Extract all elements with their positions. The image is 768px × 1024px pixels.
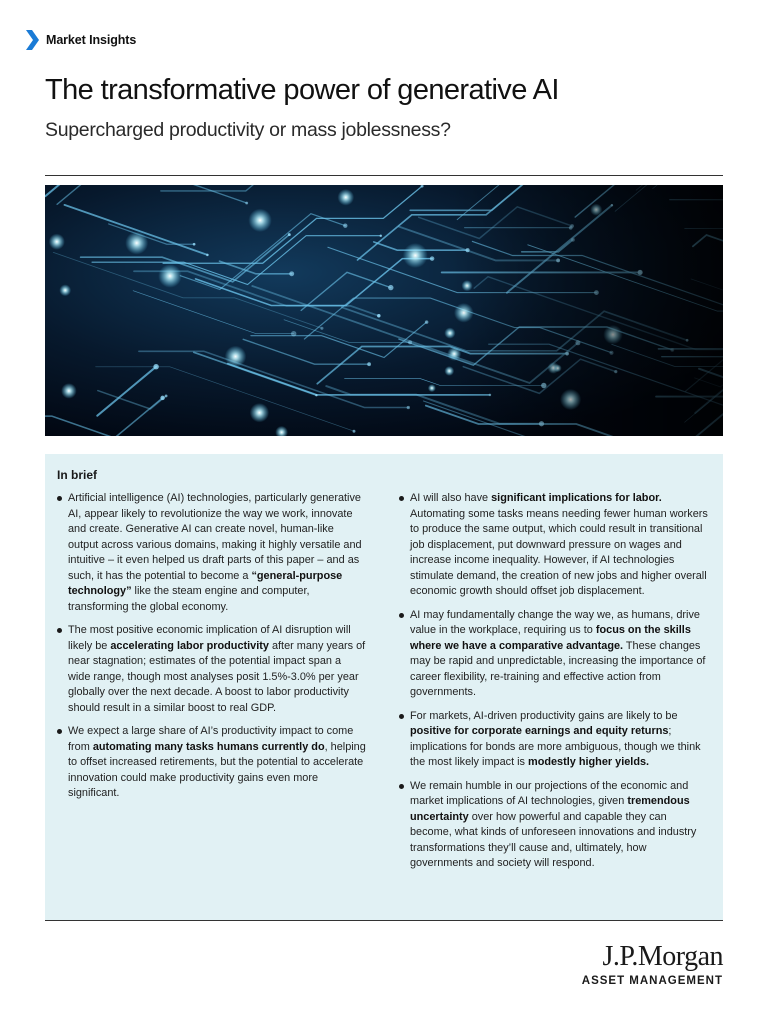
bottom-divider (45, 920, 723, 921)
in-brief-left-column (56, 491, 366, 810)
bullet-emphasis: significant implications for labor. (491, 492, 662, 504)
bullet-dot-icon (57, 729, 62, 734)
bullet-text: Artificial intelligence (AI) technologies, particularly generative AI, appear likely to revolutionize the way we work, innovate and create. Generative AI can create novel, human-like output across various domains, making it highly versatile and intuitive – it even helped us draft parts of this paper – and as such, it has the potential to become a (68, 492, 362, 582)
bullet-dot-icon (57, 496, 62, 501)
bullet-emphasis: “general-purpose technology” (68, 569, 343, 597)
bullet-text: For markets, AI-driven productivity gains are likely to be (410, 709, 678, 722)
bullet-text: over how powerful and capable they can become, what kinds of unforeseen innovations and industry transformations they’ll cause and, ultimately, how governments and society will respond. (410, 810, 697, 869)
top-divider (45, 175, 723, 176)
bullet-emphasis: modestly higher yields. (528, 756, 650, 768)
brief-bullet (398, 608, 708, 701)
bullet-dot-icon (399, 714, 404, 719)
in-brief-panel (45, 454, 723, 920)
in-brief-right-column (398, 491, 708, 880)
bullet-dot-icon (399, 496, 404, 501)
bullet-text: AI will also have (410, 492, 492, 504)
bullet-emphasis: focus on the skills where we have a comparative advantage. (410, 624, 691, 652)
bullet-text: AI may fundamentally change the way we, as humans, drive value in the workplace, requiring us to (410, 608, 700, 636)
bullet-emphasis: positive for corporate earnings and equity returns (410, 725, 669, 737)
bullet-dot-icon (399, 784, 404, 789)
bullet-text: Automating some tasks means needing fewer human workers to produce the same output, which could result in transitional job displacement, put downward pressure on wages and increase income inequality. However, if AI technologies stimulate demand, the creation of new jobs and higher overall economic growth should offset job displacement. (410, 507, 708, 597)
logo-wordmark: J.P.Morgan (602, 941, 723, 972)
logo-subtitle: ASSET MANAGEMENT (581, 975, 723, 987)
bullet-dot-icon (399, 613, 404, 618)
bullet-dot-icon (57, 628, 62, 633)
brief-bullet (398, 491, 708, 600)
in-brief-heading: In brief (57, 468, 98, 482)
brief-bullet (56, 724, 366, 802)
breadcrumb-label[interactable]: Market Insights (46, 33, 137, 47)
jpmorgan-logo (582, 942, 723, 987)
circuit-board-image (45, 185, 723, 436)
breadcrumb[interactable] (24, 29, 136, 51)
bullet-text: We remain humble in our projections of the economic and market implications of AI technologies, given (410, 779, 689, 807)
bullet-emphasis: tremendous uncertainty (410, 795, 690, 823)
brief-bullet (56, 491, 366, 615)
brief-bullet (398, 709, 708, 771)
brief-bullet (398, 779, 708, 872)
page-subtitle: Supercharged productivity or mass joblessness? (45, 119, 451, 141)
bullet-text: These changes may be rapid and unpredictable, increasing the importance of career flexibility, re-training and effective action from governments. (410, 639, 706, 698)
bullet-text: after many years of near stagnation; estimates of the potential impact span a wide range, though most analyses posit 1.5%-3.0% per year globally over the next decade. A boost to labor productivity should result in a similar boost to real GDP. (68, 639, 366, 714)
hero-image (45, 185, 723, 436)
bullet-text: The most positive economic implication of AI disruption will likely be (68, 624, 351, 652)
bullet-text: like the steam engine and computer, transforming the global economy. (68, 585, 310, 613)
chevron-right-icon (24, 29, 44, 51)
page-title: The transformative power of generative AI (45, 74, 559, 106)
brief-bullet (56, 623, 366, 716)
bullet-text: We expect a large share of AI’s productivity impact to come from (68, 725, 354, 753)
bullet-emphasis: automating many tasks humans currently do (92, 740, 325, 753)
bullet-emphasis: accelerating labor productivity (110, 639, 269, 652)
bullet-text: ; implications for bonds are more ambiguous, though we think the most likely impact is (410, 725, 701, 768)
bullet-text: , helping to offset increased retirements, but the potential to accelerate innovation could make productivity gains even more significant. (68, 740, 366, 799)
